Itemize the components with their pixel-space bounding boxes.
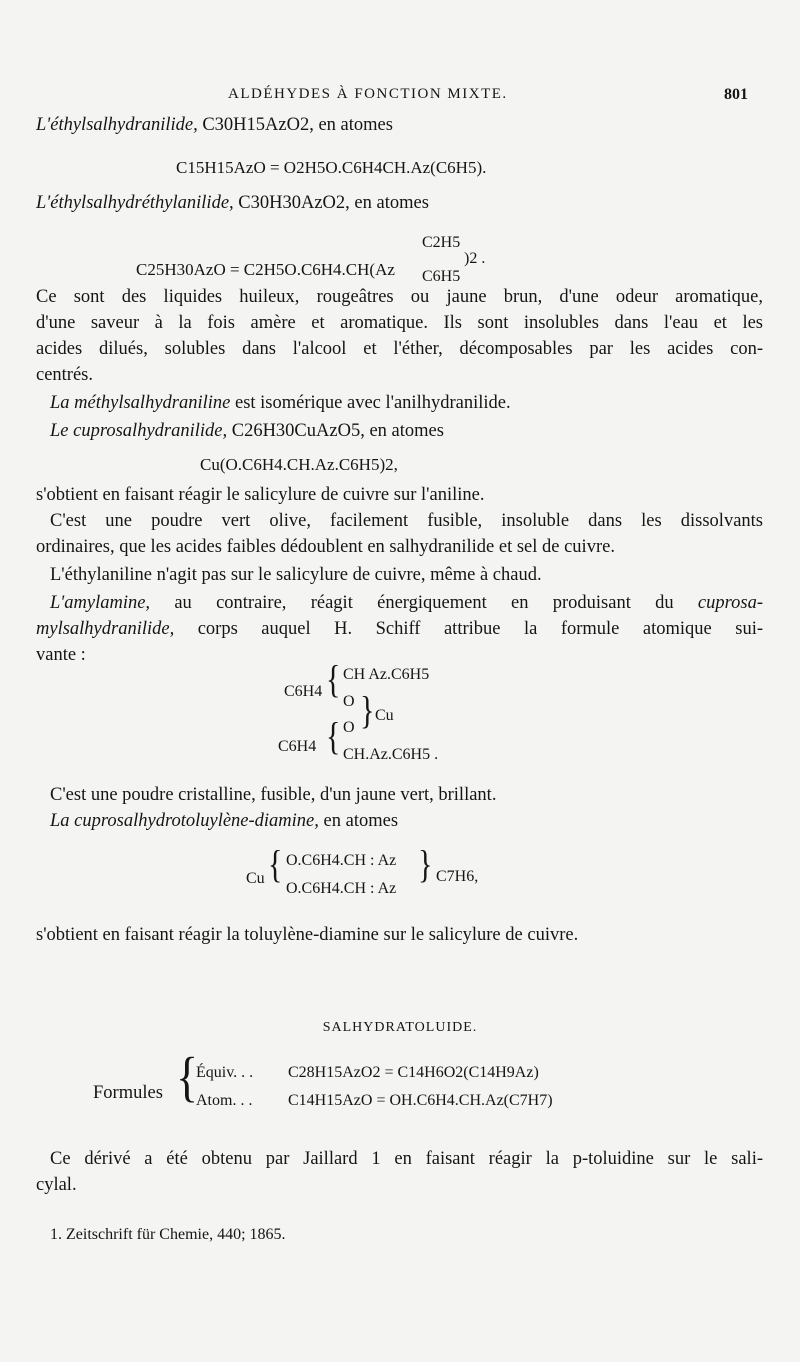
text-span: corps auquel H. Schiff attribue la formule atomique sui-	[174, 619, 763, 639]
text-line	[50, 418, 444, 444]
text-line: C'est une poudre vert olive, facilement fusible, insoluble dans les dissolvants	[50, 511, 763, 531]
section-title: SALHYDRATOLUIDE.	[322, 1020, 478, 1035]
text-line	[50, 390, 511, 416]
atom-formula: C14H15AzO = OH.C6H4.CH.Az(C7H7)	[288, 1092, 553, 1109]
formula-2-upper: C2H5	[422, 234, 461, 251]
compound-name: Le cuprosalhydranilide,	[50, 421, 228, 441]
compound-name: La méthylsalhydraniline	[50, 393, 231, 413]
brace-icon: }	[418, 843, 433, 887]
formula-4-b: C6H4	[278, 738, 317, 755]
formula-4-cu: Cu	[375, 707, 394, 724]
equiv-formula: C28H15AzO2 = C14H6O2(C14H9Az)	[288, 1064, 539, 1081]
compound-name: L'éthylsalhydranilide,	[36, 115, 198, 135]
formula-2-lower: C6H5	[422, 268, 461, 285]
footnote: 1. Zeitschrift für Chemie, 440; 1865.	[50, 1226, 286, 1243]
text-line	[50, 590, 763, 616]
formula-5-end: C7H6,	[436, 868, 479, 885]
text-line: s'obtient en faisant réagir le salicylure de cuivre sur l'aniline.	[36, 485, 485, 505]
formula-3: Cu(O.C6H4.CH.Az.C6H5)2,	[200, 455, 398, 474]
text-line: ordinaires, que les acides faibles dédoublent en salhydranilide et sel de cuivre.	[36, 537, 615, 557]
text-line: s'obtient en faisant réagir la toluylène-diamine sur le salicylure de cuivre.	[36, 925, 579, 945]
formules-label: Formules	[93, 1083, 163, 1103]
compound-name: L'amylamine,	[50, 593, 151, 613]
brace-icon: {	[176, 1045, 199, 1107]
text-line: C'est une poudre cristalline, fusible, d'un jaune vert, brillant.	[50, 785, 497, 805]
text-line: vante :	[36, 645, 86, 665]
formula-1: C15H15AzO = O2H5O.C6H4CH.Az(C6H5).	[176, 158, 487, 177]
compound-desc: C30H30AzO2, en atomes	[233, 193, 429, 213]
formula-4-r2: O	[343, 693, 355, 710]
brace-icon: {	[326, 715, 341, 759]
formula-5-r1: O.C6H4.CH : Az	[286, 852, 397, 869]
formula-5-cu: Cu	[246, 870, 265, 887]
compound-line-1	[36, 112, 393, 138]
brace-icon: }	[360, 689, 375, 733]
compound-line-2	[36, 190, 429, 216]
text-line: cylal.	[36, 1175, 77, 1195]
brace-icon: {	[268, 843, 283, 887]
text-line: L'éthylaniline n'agit pas sur le salicylure de cuivre, même à chaud.	[50, 565, 542, 585]
compound-name: L'éthylsalhydréthylanilide,	[36, 193, 234, 213]
brace-icon: {	[326, 658, 341, 702]
formula-5-r2: O.C6H4.CH : Az	[286, 880, 397, 897]
text-line: centrés.	[36, 365, 94, 385]
text-span: C26H30CuAzO5, en atomes	[227, 421, 444, 441]
text-line: acides dilués, solubles dans l'alcool et l'éther, décomposables par les acides con-	[36, 339, 763, 359]
text-line: Ce sont des liquides huileux, rougeâtres ou jaune brun, d'une odeur aromatique,	[36, 287, 763, 307]
compound-name: mylsalhydranilide,	[36, 619, 175, 639]
text-span: est isomérique avec l'anilhydranilide.	[230, 393, 511, 413]
formula-4-a: C6H4	[284, 683, 323, 700]
formula-4-r4: CH.Az.C6H5 .	[343, 746, 439, 763]
formula-4-r1: CH Az.C6H5	[343, 666, 430, 683]
formula-2-end: )2 .	[464, 250, 486, 267]
compound-name: La cuprosalhydrotoluylène-diamine,	[50, 811, 319, 831]
page-number: 801	[724, 86, 748, 103]
text-line	[36, 616, 763, 642]
formula-2-main: C25H30AzO = C2H5O.C6H4.CH(Az	[136, 260, 395, 279]
equiv-label: Équiv. . .	[196, 1064, 254, 1081]
compound-name: cuprosa-	[697, 593, 763, 613]
running-title: ALDÉHYDES À FONCTION MIXTE.	[228, 86, 508, 102]
text-span: au contraire, réagit énergiquement en produisant du	[150, 593, 698, 613]
atom-label: Atom. . .	[196, 1092, 253, 1109]
formula-4-r3: O	[343, 719, 355, 736]
text-line: Ce dérivé a été obtenu par Jaillard 1 en faisant réagir la p-toluidine sur le sali-	[50, 1149, 763, 1169]
text-span: en atomes	[318, 811, 399, 831]
text-line	[50, 808, 398, 834]
compound-desc: C30H15AzO2, en atomes	[197, 115, 393, 135]
text-line: d'une saveur à la fois amère et aromatique. Ils sont insolubles dans l'eau et les	[36, 313, 763, 333]
